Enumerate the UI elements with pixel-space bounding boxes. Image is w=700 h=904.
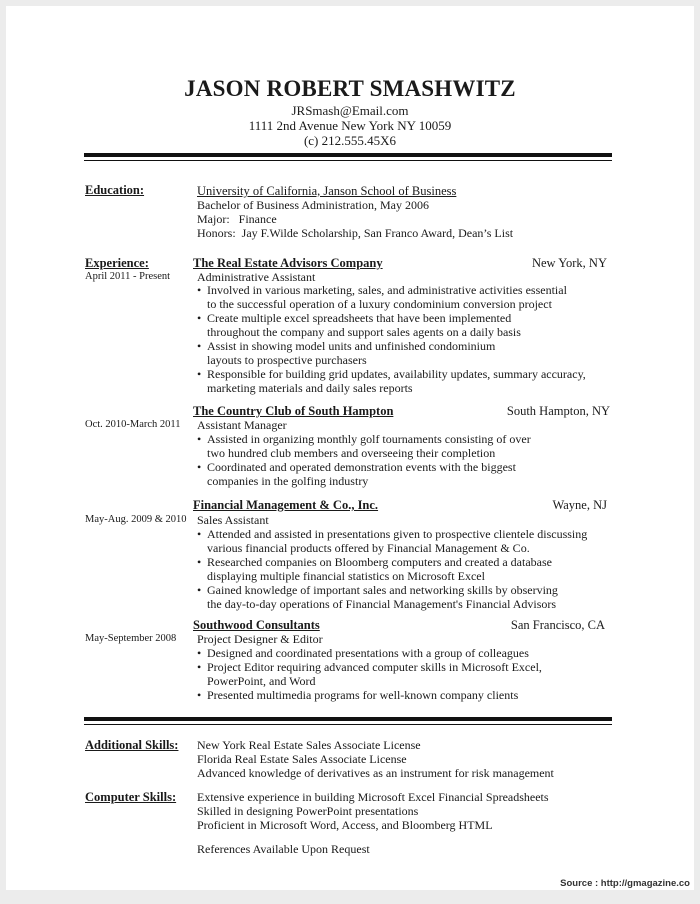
job-dates: Oct. 2010-March 2011 (85, 419, 181, 430)
job-dates: May-September 2008 (85, 633, 177, 644)
education-major: Major: Finance (197, 212, 277, 226)
job-bullet-line: Responsible for building grid updates, availability updates, summary accuracy, (207, 367, 586, 381)
contact-address: 1111 2nd Avenue New York NY 10059 (248, 118, 452, 133)
job-bullet-line: Involved in various marketing, sales, and administrative activities essential (207, 283, 567, 297)
additional-skill-item: Florida Real Estate Sales Associate License (197, 752, 407, 766)
job-bullet-line: marketing materials and daily sales reports (207, 381, 413, 395)
job-company: Southwood Consultants (193, 618, 320, 632)
bullet-icon: • (197, 583, 202, 597)
experience-heading: Experience: (85, 256, 149, 270)
job-bullet-line: Gained knowledge of important sales and networking skills by observing (207, 583, 558, 597)
job-bullet-line: the day-to-day operations of Financial Management's Financial Advisors (207, 597, 557, 611)
references-note: References Available Upon Request (197, 842, 370, 856)
job-title: Assistant Manager (197, 418, 287, 432)
contact-email: JRSmash@Email.com (291, 103, 409, 118)
section-rule-thick (84, 717, 612, 721)
job-bullet-line: layouts to prospective purchasers (207, 353, 367, 367)
source-credit: Source : http://gmagazine.co (560, 878, 690, 889)
bullet-icon: • (197, 283, 202, 297)
job-bullet-line: Create multiple excel spreadsheets that have been implemented (207, 311, 512, 325)
job-bullet-line: two hundred club members and overseeing their completion (207, 446, 496, 460)
additional-skill-item: Advanced knowledge of derivatives as an instrument for risk management (197, 766, 554, 780)
header-rule-thin (84, 160, 612, 161)
job-bullet-line: Project Editor requiring advanced computer skills in Microsoft Excel, (207, 660, 542, 674)
bullet-icon: • (197, 311, 202, 325)
job-bullet-line: displaying multiple financial statistics on Microsoft Excel (207, 569, 485, 583)
job-company: The Country Club of South Hampton (193, 404, 394, 418)
job-bullet-line: to the successful operation of a luxury condominium conversion project (207, 297, 552, 311)
bullet-icon: • (197, 688, 202, 702)
bullet-icon: • (197, 555, 202, 569)
bullet-icon: • (197, 527, 202, 541)
education-school: University of California, Janson School of Business (197, 184, 457, 198)
job-company: Financial Management & Co., Inc. (193, 498, 379, 512)
job-dates: May-Aug. 2009 & 2010 (85, 514, 187, 525)
job-bullet-line: Coordinated and operated demonstration events with the biggest (207, 460, 516, 474)
job-location: San Francisco, CA (510, 618, 605, 632)
computer-skills-heading: Computer Skills: (85, 790, 177, 804)
job-bullet-line: Researched companies on Bloomberg computers and created a database (207, 555, 552, 569)
computer-skill-item: Extensive experience in building Microsoft Excel Financial Spreadsheets (197, 790, 549, 804)
bullet-icon: • (197, 646, 202, 660)
additional-skill-item: New York Real Estate Sales Associate License (197, 738, 421, 752)
job-bullet-line: PowerPoint, and Word (207, 674, 316, 688)
education-heading: Education: (85, 183, 145, 197)
job-bullet-line: Attended and assisted in presentations given to prospective clientele discussing (207, 527, 588, 541)
education-degree: Bachelor of Business Administration, May 2006 (197, 198, 429, 212)
section-rule-thin (84, 724, 612, 725)
candidate-name: JASON ROBERT SMASHWITZ (184, 76, 516, 101)
job-company: The Real Estate Advisors Company (193, 256, 383, 270)
job-title: Project Designer & Editor (197, 632, 323, 646)
job-location: South Hampton, NY (506, 404, 610, 418)
contact-phone: (c) 212.555.45X6 (303, 133, 397, 148)
job-bullet-line: various financial products offered by Financial Management & Co. (207, 541, 530, 555)
job-bullet-line: Assist in showing model units and unfinished condominium (207, 339, 496, 353)
bullet-icon: • (197, 432, 202, 446)
job-location: New York, NY (531, 256, 607, 270)
job-location: Wayne, NJ (552, 498, 607, 512)
job-bullet-line: Assisted in organizing monthly golf tournaments consisting of over (207, 432, 531, 446)
job-dates: April 2011 - Present (85, 271, 171, 282)
bullet-icon: • (197, 367, 202, 381)
bullet-icon: • (197, 339, 202, 353)
bullet-icon: • (197, 660, 202, 674)
computer-skill-item: Proficient in Microsoft Word, Access, and Bloomberg HTML (197, 818, 493, 832)
job-bullet-line: Presented multimedia programs for well-known company clients (207, 688, 519, 702)
header-rule-thick (84, 153, 612, 157)
bullet-icon: • (197, 460, 202, 474)
job-bullet-line: companies in the golfing industry (207, 474, 369, 488)
job-title: Administrative Assistant (197, 270, 316, 284)
additional-skills-heading: Additional Skills: (85, 738, 179, 752)
job-title: Sales Assistant (197, 513, 269, 527)
computer-skill-item: Skilled in designing PowerPoint presentations (197, 804, 419, 818)
education-honors: Honors: Jay F.Wilde Scholarship, San Franco Award, Dean’s List (197, 226, 514, 240)
job-bullet-line: Designed and coordinated presentations with a group of colleagues (207, 646, 529, 660)
job-bullet-line: throughout the company and support sales agents on a daily basis (207, 325, 521, 339)
